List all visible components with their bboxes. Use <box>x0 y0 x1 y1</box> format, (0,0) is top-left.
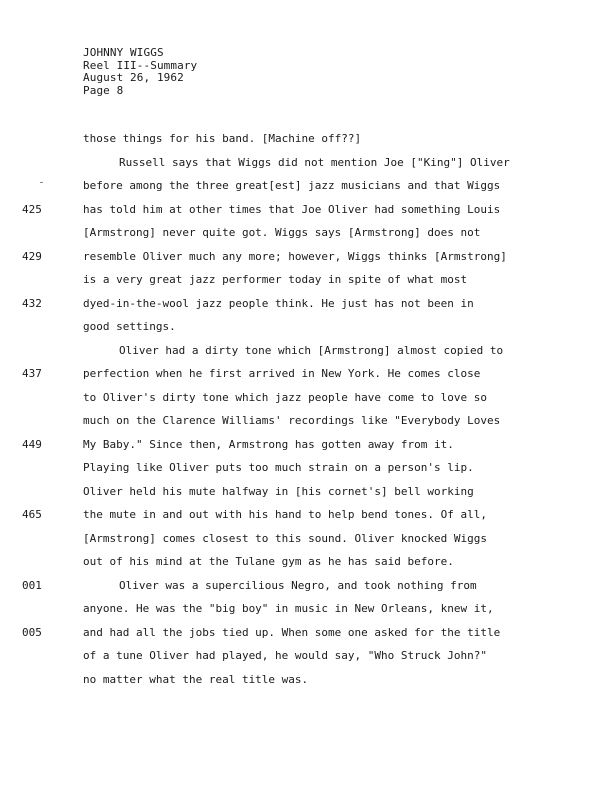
line-number: 001 <box>22 578 42 592</box>
transcript-line <box>0 597 612 621</box>
line-text: Oliver had a dirty tone which [Armstrong] almost copied to <box>119 343 504 357</box>
line-text: [Armstrong] comes closest to this sound. Oliver knocked Wiggs <box>83 531 487 545</box>
transcript-line <box>0 527 612 551</box>
transcript-body <box>0 127 612 691</box>
transcript-line <box>0 621 612 645</box>
line-text: [Armstrong] never quite got. Wiggs says [Armstrong] does not <box>83 226 481 239</box>
line-text: those things for his band. [Machine off??] <box>83 132 362 145</box>
line-number: 449 <box>22 437 42 451</box>
transcript-line <box>0 409 612 433</box>
transcript-line <box>0 456 612 480</box>
transcript-line <box>0 644 612 668</box>
transcript-line <box>0 480 612 504</box>
line-text: no matter what the real title was. <box>83 672 309 686</box>
header-date: August 26, 1962 <box>83 71 184 84</box>
transcript-line <box>0 339 612 363</box>
transcript-line <box>0 151 612 175</box>
transcript-line <box>0 174 612 198</box>
transcript-line <box>0 574 612 598</box>
line-text: much on the Clarence Williams' recordings like "Everybody Loves <box>83 414 501 427</box>
transcript-line <box>0 245 612 269</box>
transcript-line <box>0 127 612 151</box>
line-text: before among the three great[est] jazz musicians and that Wiggs <box>83 179 501 192</box>
line-text: Oliver held his mute halfway in [his cornet's] bell working <box>83 484 474 498</box>
transcript-line <box>0 668 612 692</box>
line-number: 432 <box>22 296 42 310</box>
transcript-line <box>0 198 612 222</box>
transcript-line <box>0 503 612 527</box>
transcript-line <box>0 268 612 292</box>
line-text: is a very great jazz performer today in spite of what most <box>83 273 468 286</box>
header-reel: Reel III--Summary <box>83 58 198 72</box>
line-text: Russell says that Wiggs did not mention Joe ["King"] Oliver <box>119 155 510 169</box>
line-text: and had all the jobs tied up. When some one asked for the title <box>83 625 501 639</box>
line-text: out of his mind at the Tulane gym as he has said before. <box>83 555 454 568</box>
line-text: good settings. <box>83 320 176 333</box>
line-text: anyone. He was the "big boy" in music in New Orleans, knew it, <box>83 602 494 615</box>
line-number: 005 <box>22 625 42 639</box>
line-text: Playing like Oliver puts too much strain on a person's lip. <box>83 461 474 474</box>
line-text: the mute in and out with his hand to help bend tones. Of all, <box>83 508 487 521</box>
line-number: 465 <box>22 508 42 521</box>
transcript-line <box>0 315 612 339</box>
document-header <box>83 47 197 97</box>
line-text: of a tune Oliver had played, he would say, "Who Struck John?" <box>83 649 487 662</box>
transcript-line <box>0 362 612 386</box>
transcript-line <box>0 221 612 245</box>
line-text: perfection when he first arrived in New York. He comes close <box>83 367 481 380</box>
line-text: resemble Oliver much any more; however, Wiggs thinks [Armstrong] <box>83 249 507 263</box>
transcript-line <box>0 433 612 457</box>
transcript-line <box>0 292 612 316</box>
line-text: has told him at other times that Joe Oliver had something Louis <box>83 202 501 216</box>
header-name: JOHNNY WIGGS <box>83 46 164 59</box>
line-number: 429 <box>22 249 42 263</box>
line-text: My Baby." Since then, Armstrong has gotten away from it. <box>83 437 454 451</box>
line-number: 425 <box>22 202 42 216</box>
line-number: 437 <box>22 367 42 380</box>
header-page: Page 8 <box>83 83 124 97</box>
line-text: to Oliver's dirty tone which jazz people have come to love so <box>83 390 487 404</box>
transcript-line <box>0 550 612 574</box>
line-text: dyed-in-the-wool jazz people think. He just has not been in <box>83 296 474 310</box>
transcript-line <box>0 386 612 410</box>
line-text: Oliver was a supercilious Negro, and took nothing from <box>119 578 477 592</box>
